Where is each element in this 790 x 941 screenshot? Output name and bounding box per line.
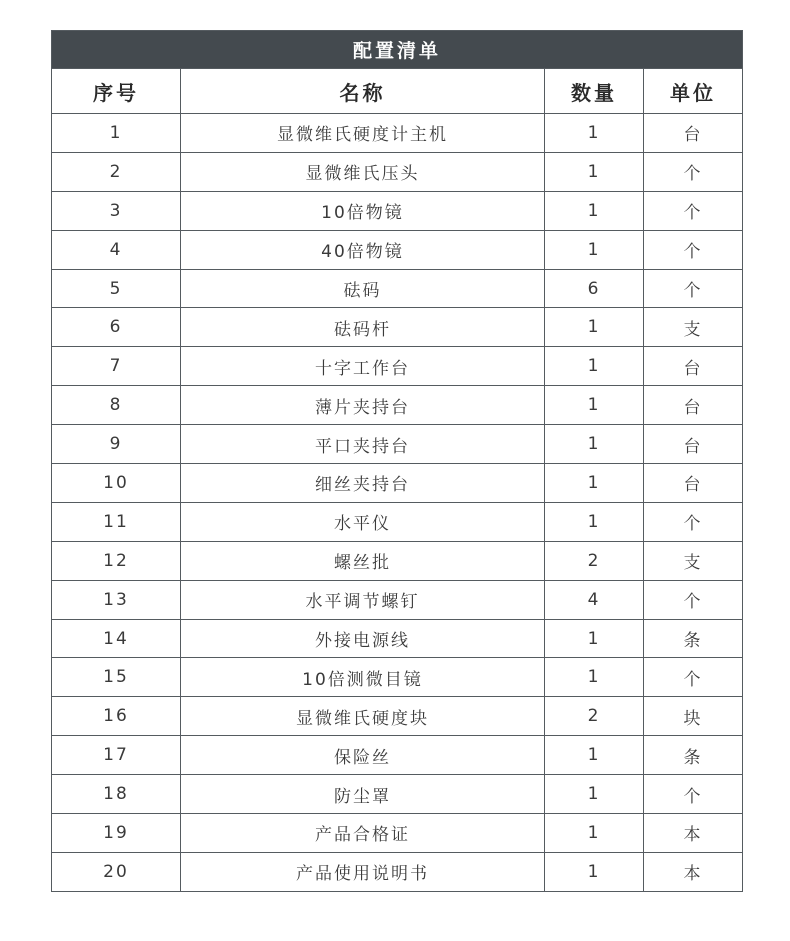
- cell-unit: 个: [644, 191, 743, 230]
- cell-no: 10: [52, 464, 181, 503]
- config-list-table: [51, 30, 743, 892]
- cell-name: 十字工作台: [181, 347, 545, 386]
- cell-name: 产品使用说明书: [181, 852, 545, 891]
- table-body: [52, 114, 743, 892]
- table-header-row: [52, 69, 743, 114]
- table-row: [52, 386, 743, 425]
- cell-qty: 1: [545, 464, 644, 503]
- table-row: [52, 580, 743, 619]
- cell-name: 显微维氏硬度块: [181, 697, 545, 736]
- cell-unit: 个: [644, 230, 743, 269]
- cell-no: 1: [52, 114, 181, 153]
- table-title: 配置清单: [52, 31, 743, 69]
- table-row: [52, 502, 743, 541]
- cell-name: 10倍测微目镜: [181, 658, 545, 697]
- cell-qty: 1: [545, 502, 644, 541]
- cell-no: 12: [52, 541, 181, 580]
- cell-qty: 1: [545, 114, 644, 153]
- cell-qty: 1: [545, 347, 644, 386]
- table-row: [52, 775, 743, 814]
- cell-unit: 支: [644, 541, 743, 580]
- cell-no: 6: [52, 308, 181, 347]
- table-row: [52, 697, 743, 736]
- cell-no: 13: [52, 580, 181, 619]
- table-row: [52, 114, 743, 153]
- cell-name: 保险丝: [181, 736, 545, 775]
- cell-name: 防尘罩: [181, 775, 545, 814]
- cell-no: 17: [52, 736, 181, 775]
- table-row: [52, 308, 743, 347]
- cell-qty: 1: [545, 736, 644, 775]
- cell-name: 外接电源线: [181, 619, 545, 658]
- cell-unit: 个: [644, 775, 743, 814]
- cell-qty: 1: [545, 386, 644, 425]
- cell-no: 2: [52, 152, 181, 191]
- cell-unit: 本: [644, 852, 743, 891]
- cell-name: 平口夹持台: [181, 425, 545, 464]
- cell-qty: 1: [545, 852, 644, 891]
- cell-name: 显微维氏硬度计主机: [181, 114, 545, 153]
- cell-qty: 6: [545, 269, 644, 308]
- table-row: [52, 191, 743, 230]
- header-unit: 单位: [644, 69, 743, 114]
- cell-no: 3: [52, 191, 181, 230]
- cell-qty: 1: [545, 308, 644, 347]
- cell-no: 16: [52, 697, 181, 736]
- table-row: [52, 347, 743, 386]
- cell-unit: 台: [644, 464, 743, 503]
- cell-name: 水平调节螺钉: [181, 580, 545, 619]
- cell-no: 18: [52, 775, 181, 814]
- cell-no: 14: [52, 619, 181, 658]
- cell-qty: 1: [545, 152, 644, 191]
- cell-unit: 个: [644, 658, 743, 697]
- table-title-row: [52, 31, 743, 69]
- cell-name: 水平仪: [181, 502, 545, 541]
- cell-unit: 本: [644, 814, 743, 853]
- cell-qty: 1: [545, 230, 644, 269]
- cell-qty: 1: [545, 775, 644, 814]
- table-row: [52, 230, 743, 269]
- table-row: [52, 152, 743, 191]
- cell-unit: 支: [644, 308, 743, 347]
- cell-no: 4: [52, 230, 181, 269]
- cell-unit: 个: [644, 269, 743, 308]
- cell-unit: 台: [644, 347, 743, 386]
- cell-qty: 1: [545, 191, 644, 230]
- table-row: [52, 814, 743, 853]
- cell-unit: 块: [644, 697, 743, 736]
- header-qty: 数量: [545, 69, 644, 114]
- cell-unit: 个: [644, 502, 743, 541]
- cell-name: 40倍物镜: [181, 230, 545, 269]
- cell-no: 11: [52, 502, 181, 541]
- cell-qty: 1: [545, 619, 644, 658]
- cell-qty: 1: [545, 658, 644, 697]
- cell-qty: 1: [545, 425, 644, 464]
- table-row: [52, 619, 743, 658]
- table-row: [52, 852, 743, 891]
- cell-qty: 2: [545, 697, 644, 736]
- header-name: 名称: [181, 69, 545, 114]
- cell-unit: 台: [644, 425, 743, 464]
- cell-name: 砝码杆: [181, 308, 545, 347]
- table-row: [52, 425, 743, 464]
- cell-no: 20: [52, 852, 181, 891]
- cell-unit: 条: [644, 619, 743, 658]
- cell-no: 9: [52, 425, 181, 464]
- cell-unit: 台: [644, 386, 743, 425]
- cell-name: 薄片夹持台: [181, 386, 545, 425]
- cell-qty: 4: [545, 580, 644, 619]
- cell-name: 螺丝批: [181, 541, 545, 580]
- cell-no: 19: [52, 814, 181, 853]
- table-row: [52, 464, 743, 503]
- cell-no: 8: [52, 386, 181, 425]
- cell-no: 5: [52, 269, 181, 308]
- cell-unit: 条: [644, 736, 743, 775]
- cell-no: 7: [52, 347, 181, 386]
- cell-qty: 1: [545, 814, 644, 853]
- cell-unit: 台: [644, 114, 743, 153]
- cell-name: 10倍物镜: [181, 191, 545, 230]
- cell-no: 15: [52, 658, 181, 697]
- cell-name: 显微维氏压头: [181, 152, 545, 191]
- cell-name: 细丝夹持台: [181, 464, 545, 503]
- cell-unit: 个: [644, 580, 743, 619]
- cell-qty: 2: [545, 541, 644, 580]
- table-row: [52, 269, 743, 308]
- cell-name: 产品合格证: [181, 814, 545, 853]
- cell-unit: 个: [644, 152, 743, 191]
- header-no: 序号: [52, 69, 181, 114]
- table-row: [52, 658, 743, 697]
- cell-name: 砝码: [181, 269, 545, 308]
- table-row: [52, 541, 743, 580]
- table-row: [52, 736, 743, 775]
